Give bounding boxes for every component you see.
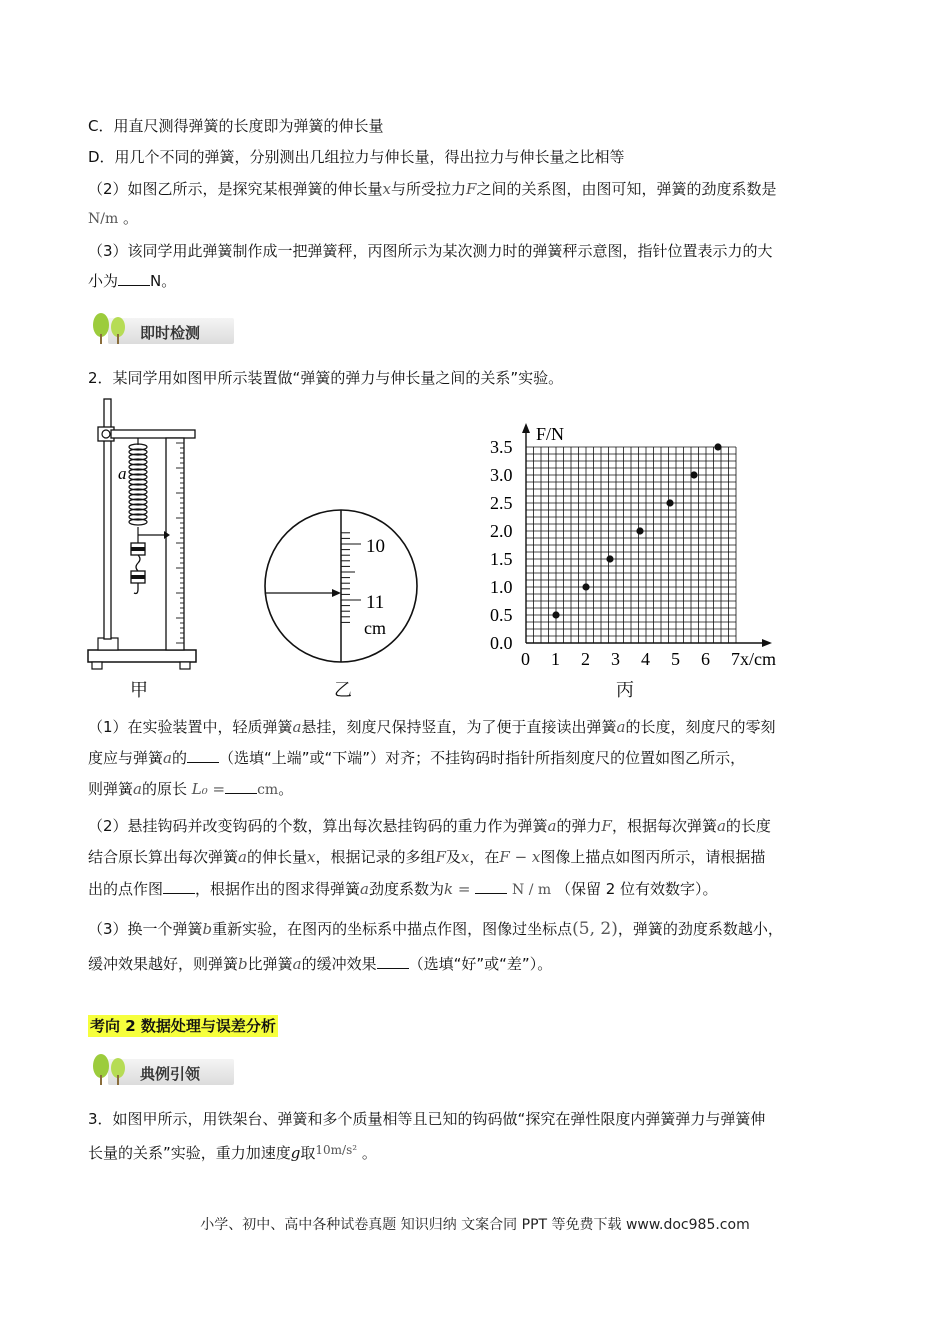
- data-point: [690, 471, 697, 478]
- p2-s1-line1: （1）在实验装置中，轻质弹簧a悬挂，刻度尺保持竖直，为了便于直接读出弹簧a的长度，刻度尺的零刻: [88, 718, 776, 736]
- problem3-line2: 长量的关系”实验，重力加速度g取$^{10m/s^2}$ 。: [88, 1143, 377, 1162]
- dial-label-10: 10: [366, 536, 385, 557]
- x-tick-label: 5: [671, 649, 680, 669]
- data-point: [582, 583, 589, 590]
- y-tick-label: 2.0: [490, 521, 513, 541]
- y-tick-label: 0.5: [490, 605, 513, 625]
- option-d: D．用几个不同的弹簧，分别测出几组拉力与伸长量，得出拉力与伸长量之比相等: [88, 148, 625, 166]
- x-axis-label: x/cm: [740, 649, 776, 669]
- data-point: [552, 611, 559, 618]
- fx-chart: [488, 418, 778, 670]
- answer-blank[interactable]: [187, 748, 219, 763]
- y-tick-label: 1.5: [490, 549, 513, 569]
- x-tick-label: 3: [611, 649, 620, 669]
- p2-s1-line3: 则弹簧a的原长 L₀ = cm。: [88, 780, 294, 798]
- answer-blank[interactable]: [225, 779, 257, 794]
- badge-typical-example: [88, 1051, 236, 1087]
- caption-bing: 丙: [616, 680, 634, 701]
- badge-text: 即时检测: [140, 324, 201, 342]
- q2-line2: N/m 。: [88, 209, 139, 227]
- p2-s2-line1: （2）悬挂钩码并改变钩码的个数，算出每次悬挂钩码的重力作为弹簧a的弹力F，根据每次弹簧a的长度: [88, 817, 771, 835]
- x-tick-label: 2: [581, 649, 590, 669]
- y-tick-label: 3.0: [490, 465, 513, 485]
- answer-blank[interactable]: [475, 879, 507, 894]
- x-tick-label: 7: [731, 649, 740, 669]
- section-heading: 考向 2 数据处理与误差分析: [90, 1017, 276, 1035]
- problem3-line1: 3．如图甲所示，用铁架台、弹簧和多个质量相等且已知的钩码做“探究在弹性限度内弹簧弹力与弹簧伸: [88, 1110, 766, 1128]
- q3-line1: （3）该同学用此弹簧制作成一把弹簧秤，丙图所示为某次测力时的弹簧秤示意图，指针位置表示力的大: [88, 242, 773, 260]
- problem2-intro: 2．某同学用如图甲所示装置做“弹簧的弹力与伸长量之间的关系”实验。: [88, 369, 564, 387]
- x-tick-label: 6: [701, 649, 710, 669]
- p2-s2-line3: 出的点作图 ，根据作出的图求得弹簧a劲度系数为k = N / m （保留 2 位有效数字）。: [88, 880, 718, 898]
- dial-label-cm: cm: [364, 618, 386, 638]
- x-tick-label: 4: [641, 649, 650, 669]
- y-tick-label: 2.5: [490, 493, 513, 513]
- caption-yi: 乙: [334, 680, 352, 701]
- y-axis-arrow: [522, 423, 530, 433]
- answer-blank[interactable]: [163, 879, 195, 894]
- badge-text: 典例引领: [140, 1065, 201, 1083]
- footer: 小学、初中、高中各种试卷真题 知识归纳 文案合同 PPT 等免费下载 www.doc985.com: [200, 1217, 750, 1233]
- data-point: [666, 499, 673, 506]
- p2-s1-line2: 度应与弹簧a的 （选填“上端”或“下端”）对齐；不挂钩码时指针所指刻度尺的位置如图乙所示，: [88, 749, 746, 767]
- data-point: [636, 527, 643, 534]
- p2-s3-line2: 缓冲效果越好，则弹簧b比弹簧a的缓冲效果 （选填“好”或“差”）。: [88, 955, 553, 973]
- badge-instant-check: [88, 310, 236, 346]
- answer-blank[interactable]: [118, 271, 150, 286]
- q3-line2: 小为 N。: [88, 272, 177, 290]
- p2-s3-line1: （3）换一个弹簧b重新实验，在图丙的坐标系中描点作图，图像过坐标点(5, 2)，弹簧的劲度系数越小，: [88, 919, 783, 939]
- y-tick-label: 1.0: [490, 577, 513, 597]
- y-axis-label: F/N: [536, 424, 565, 444]
- x-tick-label: 1: [551, 649, 560, 669]
- data-point: [714, 443, 721, 450]
- q2-line1: （2）如图乙所示，是探究某根弹簧的伸长量x与所受拉力F之间的关系图，由图可知，弹簧的劲度系数是: [88, 180, 777, 198]
- dial-figure: [262, 507, 422, 667]
- tree-icon: [88, 310, 138, 346]
- tree-icon: [88, 1051, 138, 1087]
- x-axis-arrow: [762, 639, 772, 647]
- answer-blank[interactable]: [377, 954, 409, 969]
- y-tick-label: 0.0: [490, 633, 513, 653]
- apparatus-figure: [84, 395, 204, 675]
- x-tick-label: 0: [521, 649, 530, 669]
- caption-jia: 甲: [130, 680, 148, 701]
- spring-label: a: [118, 464, 127, 483]
- option-c: C．用直尺测得弹簧的长度即为弹簧的伸长量: [88, 117, 384, 135]
- data-point: [606, 555, 613, 562]
- y-tick-label: 3.5: [490, 437, 513, 457]
- dial-label-11: 11: [366, 592, 385, 613]
- p2-s2-line2: 结合原长算出每次弹簧a的伸长量x，根据记录的多组F及x，在F − x图像上描点如图丙所示，请根据描: [88, 848, 766, 866]
